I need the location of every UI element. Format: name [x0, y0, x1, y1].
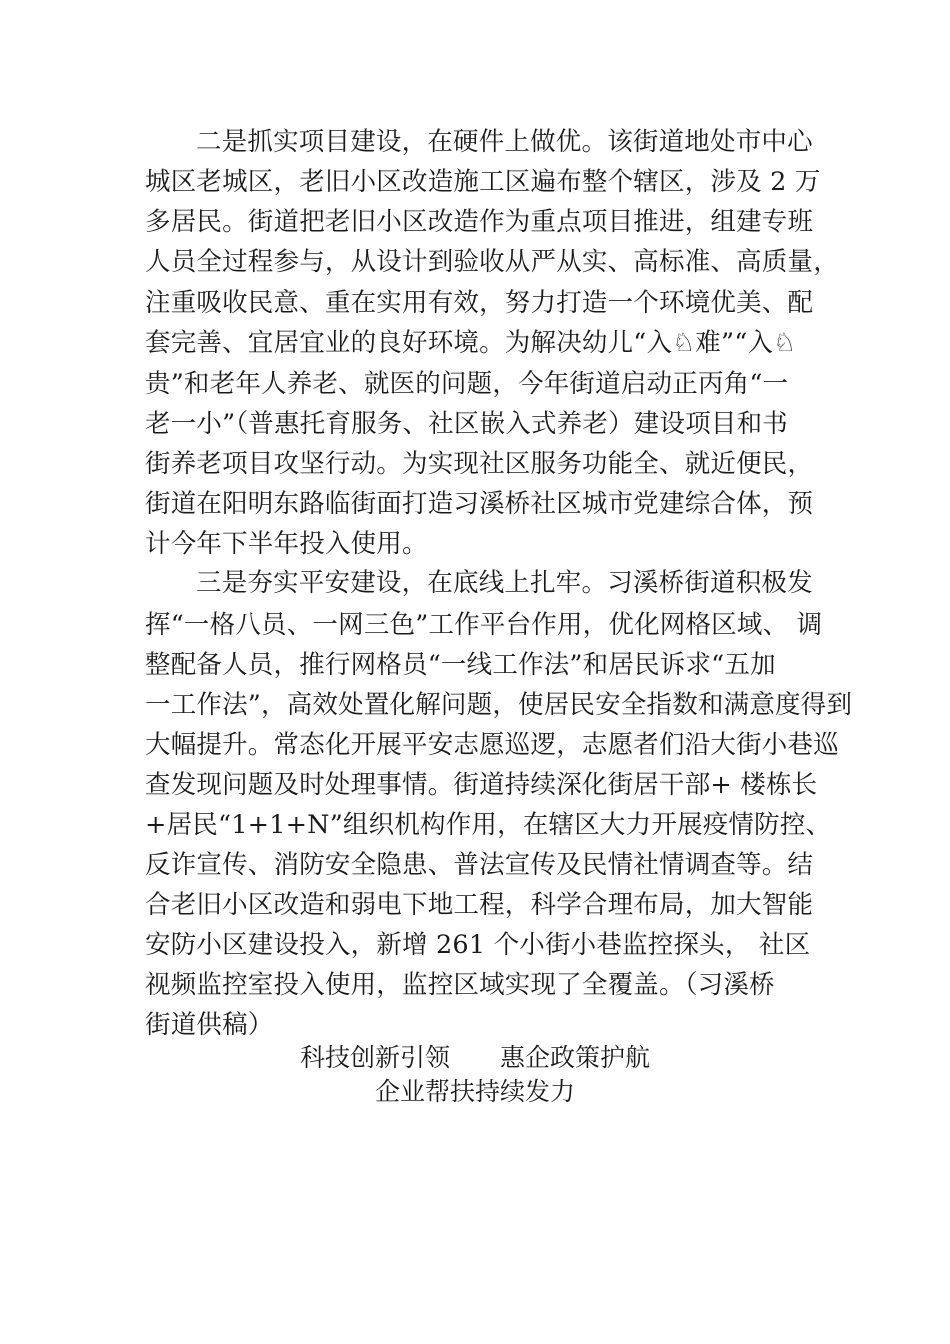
paragraph-2-line: 安防小区建设投入，新增 261 个小街小巷监控探头， 社区	[145, 930, 811, 960]
paragraph-1-line: 街道在阳明东路临街面打造习溪桥社区城市党建综合体，预	[145, 489, 814, 519]
paragraph-1-line: 注重吸收民意、重在实用有效，努力打造一个环境优美、配	[145, 288, 814, 318]
paragraph-1-line: 贵”和老年人养老、就医的问题，今年街道启动正丙角“一	[145, 369, 789, 399]
paragraph-2-line: 街道供稿）	[145, 1010, 274, 1040]
paragraph-2-line: 视频监控室投入使用，监控区域实现了全覆盖。（习溪桥	[145, 970, 775, 1000]
paragraph-2-line: 查发现问题及时处理事情。街道持续深化街居干部+ 楼栋长	[145, 770, 818, 800]
paragraph-1-line: 套完善、宜居宜业的良好环境。为解决幼儿“入♘难”“入♘	[145, 328, 797, 358]
paragraph-2-line: 整配备人员，推行网格员“一线工作法”和居民诉求“五加	[145, 650, 776, 680]
paragraph-1-line: 城区老城区，老旧小区改造施工区遍布整个辖区，涉及 2 万	[145, 167, 821, 197]
headline-line-1: 科技创新引领 惠企政策护航	[299, 1043, 650, 1072]
paragraph-2-line: 一工作法”，高效处置化解问题，使居民安全指数和满意度得到	[145, 690, 853, 720]
paragraph-1-line: 二是抓实项目建设，在硬件上做优。该街道地处市中心	[196, 127, 813, 157]
headline-line-2: 企业帮扶持续发力	[374, 1077, 575, 1106]
paragraph-2-line: 反诈宣传、消防安全隐患、普法宣传及民情社情调查等。结	[145, 850, 814, 880]
paragraph-2-line: 大幅提升。常态化开展平安志愿巡逻，志愿者们沿大街小巷巡	[145, 730, 839, 760]
paragraph-2-line: 合老旧小区改造和弱电下地工程，科学合理布局，加大智能	[145, 890, 814, 920]
paragraph-2-line: +居民“1+1+N”组织机构作用，在辖区大力开展疫情防控、	[145, 810, 832, 840]
paragraph-2-line: 挥“一格八员、一网三色”工作平台作用，优化网格区域、 调	[145, 610, 823, 640]
paragraph-1-line: 人员全过程参与，从设计到验收从严从实、高标准、高质量，	[145, 247, 839, 277]
paragraph-1-line: 街养老项目攻坚行动。为实现社区服务功能全、就近便民，	[145, 449, 814, 479]
paragraph-2-line: 三是夯实平安建设，在底线上扎牢。习溪桥街道积极发	[196, 568, 813, 598]
paragraph-1-line: 老一小”（普惠托育服务、社区嵌入式养老）建设项目和书	[145, 409, 788, 439]
paragraph-1-line: 计今年下半年投入使用。	[145, 529, 428, 559]
paragraph-1-line: 多居民。街道把老旧小区改造作为重点项目推进，组建专班	[145, 207, 814, 237]
